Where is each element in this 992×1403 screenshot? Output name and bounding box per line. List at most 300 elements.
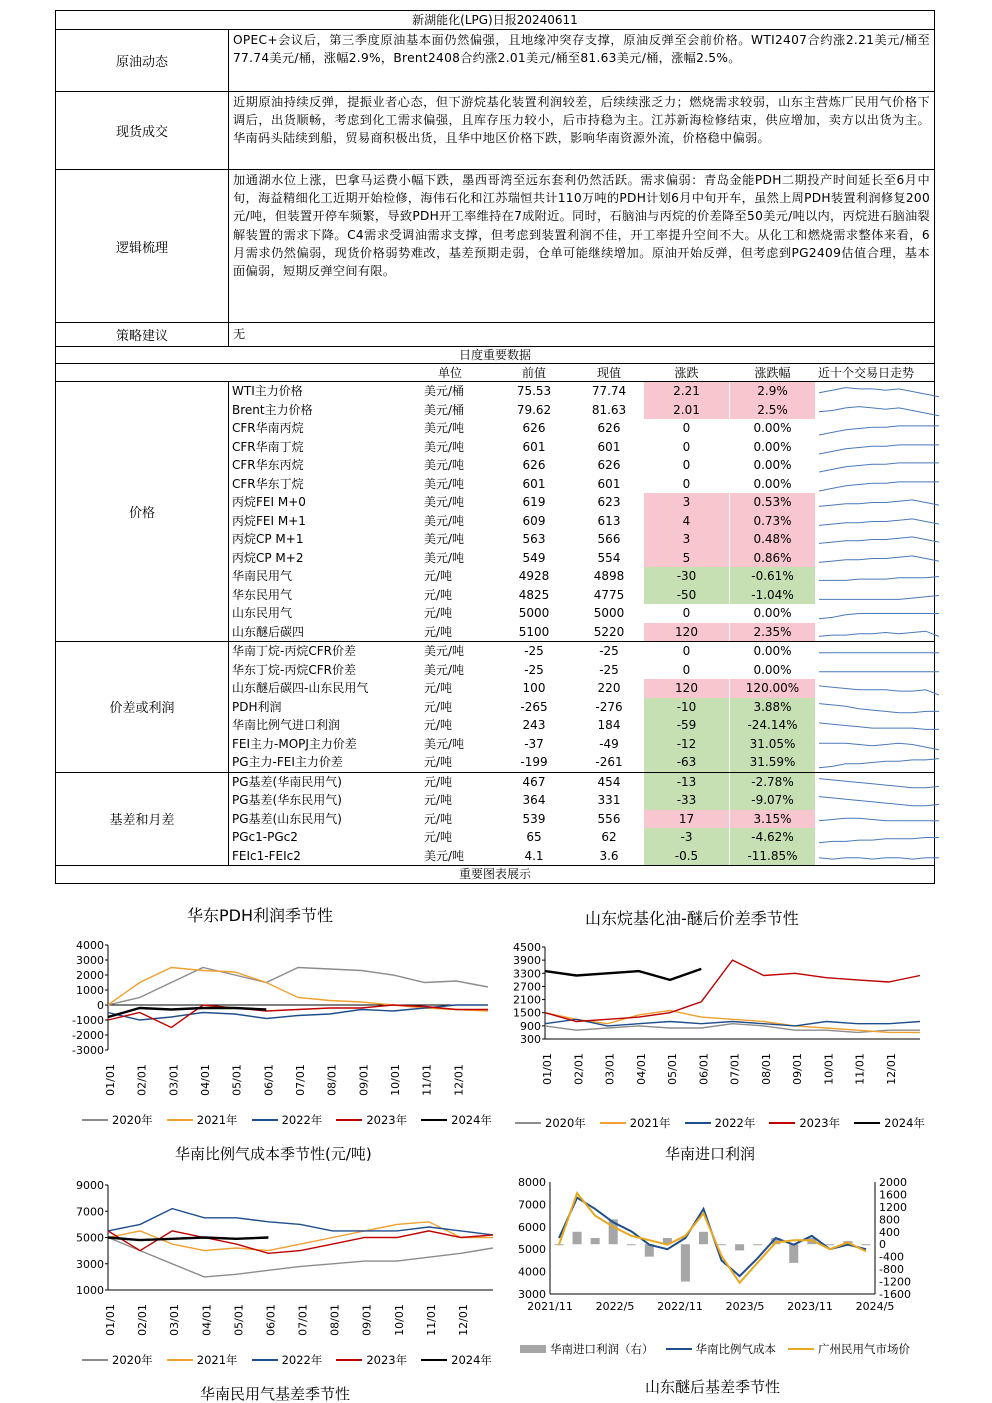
row-unit: 美元/桶 [424, 384, 465, 398]
legend-item [685, 1115, 756, 1131]
row-change: 0 [682, 476, 691, 491]
legend-item [788, 1341, 910, 1357]
row-unit: 美元/吨 [424, 736, 465, 751]
row-trend [815, 493, 934, 512]
x-tick-label: 11/01 [420, 1064, 434, 1096]
row-change: -12 [644, 735, 729, 754]
row-name: 华南比例气进口利润 [232, 718, 341, 732]
row-prev: 100 [522, 681, 546, 695]
x-tick-label: 06/01 [262, 1064, 276, 1096]
legend-label: 华南比例气成本 [695, 1342, 776, 1356]
row-name: 丙烷FEI M+0 [232, 495, 306, 509]
x-tick-label: 05/01 [230, 1064, 244, 1096]
row-cur: -25 [599, 662, 619, 677]
row-name: WTI主力价格 [232, 384, 303, 398]
legend-swatch [788, 1348, 814, 1350]
x-tick-label: 06/01 [264, 1304, 278, 1336]
row-prev: 243 [522, 718, 546, 732]
row-unit: 元/吨 [424, 811, 453, 826]
row-cur: 331 [597, 793, 621, 807]
row-prev: 626 [522, 421, 546, 435]
row-trend [815, 661, 934, 680]
legend-item [252, 1352, 323, 1368]
alky-spread-chart [500, 935, 930, 1105]
row-trend [815, 419, 934, 438]
profit-bar [789, 1244, 798, 1263]
row-trend [815, 623, 934, 642]
section-row [56, 30, 934, 92]
row-cur: 4898 [593, 569, 625, 583]
y2-tick-label: 2000 [879, 1176, 907, 1189]
x-tick-label: 12/01 [456, 1304, 470, 1336]
row-unit: 美元/吨 [424, 550, 465, 565]
table-row [229, 716, 934, 735]
header-prev: 前值 [521, 366, 546, 380]
y-tick-label: 5000 [76, 1231, 104, 1245]
legend-item [515, 1115, 586, 1131]
x-tick-label: 08/01 [325, 1064, 339, 1096]
y2-tick-label: 1600 [879, 1188, 907, 1202]
row-change-pct: 31.05% [730, 735, 815, 754]
row-prev: -25 [524, 644, 544, 658]
trend-line [819, 537, 939, 544]
profit-bar [825, 1244, 834, 1245]
row-change: 2.01 [644, 401, 729, 420]
table-row [229, 567, 934, 586]
row-change-pct: -24.14% [730, 716, 815, 735]
series-line [108, 968, 488, 1006]
series-line [545, 960, 920, 1021]
table-row [229, 475, 934, 494]
legend-swatch [854, 1122, 880, 1124]
x-tick-label: 09/01 [791, 1053, 804, 1085]
row-change: 0 [682, 662, 691, 677]
table-row [229, 679, 934, 698]
legend-swatch [685, 1122, 711, 1124]
row-change: 0 [682, 421, 691, 435]
profit-bar [735, 1244, 744, 1250]
profit-bar [717, 1244, 726, 1245]
row-unit: 元/吨 [424, 774, 453, 789]
legend-swatch [515, 1122, 541, 1124]
row-prev: 4825 [518, 587, 550, 602]
row-unit: 元/吨 [424, 624, 453, 639]
legend-label: 2024年 [884, 1116, 925, 1130]
row-unit: 元/吨 [424, 755, 453, 769]
row-trend [815, 475, 934, 494]
table-row [229, 512, 934, 531]
legend-swatch [252, 1359, 278, 1361]
section-label: 原油动态 [56, 30, 229, 91]
legend-label: 2024年 [451, 1353, 492, 1367]
row-prev: 549 [522, 550, 546, 565]
trend-line [819, 426, 939, 435]
y-tick-label: -3000 [72, 1044, 104, 1057]
trend-line [819, 500, 939, 507]
legend-label: 2024年 [451, 1113, 492, 1127]
legend-label: 2023年 [366, 1353, 408, 1367]
legend-ratio-cost [82, 1352, 492, 1368]
row-unit: 美元/吨 [424, 439, 465, 454]
y2-tick-label: 800 [879, 1213, 900, 1227]
legend-label: 2023年 [799, 1116, 841, 1130]
row-trend [815, 456, 934, 475]
row-name: 华东民用气 [232, 587, 293, 602]
row-trend [815, 753, 934, 772]
row-change: -63 [644, 753, 729, 772]
row-name: PDH利润 [232, 699, 282, 714]
header-trend: 近十个交易日走势 [818, 366, 915, 380]
trend-line [819, 818, 939, 821]
trend-line [819, 797, 939, 806]
y2-tick-label: -1600 [879, 1288, 911, 1301]
legend-item [520, 1341, 654, 1357]
legend-import [520, 1341, 910, 1357]
chart-title-alky: 山东烷基化油-醚后价差季节性 [585, 909, 799, 928]
row-unit: 美元/吨 [424, 513, 465, 528]
row-change-pct: 0.00% [753, 439, 792, 454]
y-tick-label: 3300 [513, 967, 541, 981]
y-tick-label: 7000 [518, 1198, 546, 1212]
row-cur: 5220 [593, 624, 625, 639]
trend-line [819, 444, 939, 453]
row-change-pct: -0.61% [730, 567, 815, 586]
legend-label: 2022年 [281, 1353, 323, 1367]
table-header [56, 364, 934, 382]
row-prev: 467 [522, 774, 546, 789]
daily-data-title: 日度重要数据 [56, 347, 934, 364]
row-name: PG基差(山东民用气) [232, 811, 342, 826]
trend-line [819, 759, 939, 768]
row-name: 华南民用气 [232, 569, 293, 583]
row-change-pct: 2.9% [730, 382, 815, 401]
row-trend [815, 530, 934, 549]
row-name: 丙烷CP M+2 [232, 550, 304, 565]
legend-item [421, 1352, 492, 1368]
row-trend [815, 586, 934, 605]
y2-tick-label: -1200 [879, 1275, 911, 1289]
row-change-pct: -11.85% [730, 847, 815, 866]
row-unit: 美元/吨 [424, 532, 465, 546]
table-row [229, 456, 934, 475]
x-tick-label: 04/01 [634, 1053, 648, 1085]
table-row [229, 586, 934, 605]
row-cur: -25 [599, 644, 619, 658]
table-row [229, 828, 934, 847]
trend-line [819, 631, 939, 636]
row-trend [815, 773, 934, 792]
x-tick-label: 2021/11 [527, 1300, 573, 1313]
row-prev: -265 [520, 699, 548, 714]
table-row [229, 530, 934, 549]
row-change-pct: 0.00% [753, 421, 792, 435]
import-profit-chart [500, 1170, 930, 1325]
y-tick-label: 3900 [513, 954, 541, 968]
row-change: -59 [644, 716, 729, 735]
row-change-pct: -9.07% [730, 791, 815, 810]
trend-line [819, 577, 939, 581]
table-row [229, 791, 934, 810]
row-name: CFR华东丁烷 [232, 476, 304, 491]
table-row [229, 698, 934, 717]
legend-swatch [82, 1359, 108, 1361]
section-label: 逻辑梳理 [56, 170, 229, 322]
y2-tick-label: 400 [879, 1225, 900, 1239]
row-change: -0.5 [644, 847, 729, 866]
row-cur: 601 [597, 439, 621, 454]
x-tick-label: 01/01 [104, 1064, 117, 1096]
section-row [56, 92, 934, 170]
section-text: OPEC+会议后，第三季度原油基本面仍然偏强，且地缘冲突存支撑，原油反弹至会前价格。WTI2407合约涨2.21美元/桶至77.74美元/桶，涨幅2.9%，Brent2408合约涨2.01美元/桶至81.63美元/桶，涨幅2.5%。 [233, 33, 930, 66]
x-tick-label: 01/01 [541, 1053, 554, 1085]
row-prev: 601 [522, 439, 546, 454]
row-change: 120 [644, 623, 729, 642]
legend-label: 广州民用气市场价 [818, 1342, 910, 1356]
row-change-pct: 3.15% [730, 810, 815, 829]
row-unit: 美元/吨 [424, 644, 465, 658]
x-tick-label: 01/01 [104, 1304, 117, 1336]
y-tick-label: 4500 [513, 941, 541, 954]
legend-swatch [252, 1119, 278, 1121]
y-tick-label: 6000 [518, 1220, 546, 1234]
legend-swatch [421, 1359, 447, 1361]
x-tick-label: 12/01 [884, 1053, 898, 1085]
row-cur: 454 [597, 774, 621, 789]
row-change-pct: 0.73% [730, 512, 815, 531]
legend-swatch [600, 1122, 626, 1124]
data-group [56, 382, 934, 642]
commentary-sections [56, 30, 934, 347]
table-row [229, 401, 934, 420]
row-change: -10 [644, 698, 729, 717]
data-groups [56, 382, 934, 866]
series-line [108, 1209, 493, 1235]
x-tick-label: 03/01 [603, 1053, 617, 1085]
legend-item [854, 1115, 925, 1131]
y-tick-label: 9000 [76, 1179, 104, 1192]
table-row [229, 642, 934, 661]
row-unit: 元/吨 [424, 569, 453, 583]
row-name: CFR华南丁烷 [232, 439, 304, 454]
trend-line [819, 406, 939, 415]
chart-title-pdh: 华东PDH利润季节性 [187, 906, 334, 925]
legend-item [82, 1112, 153, 1128]
trend-line [819, 555, 939, 562]
x-tick-label: 2023/5 [725, 1300, 765, 1313]
group-label: 价格 [56, 382, 229, 641]
row-change: 0 [682, 439, 691, 454]
row-change: 0 [682, 644, 691, 658]
x-tick-label: 06/01 [697, 1053, 711, 1085]
x-tick-label: 2022/5 [595, 1300, 635, 1313]
row-trend [815, 847, 934, 866]
row-trend [815, 549, 934, 568]
row-change-pct: -2.78% [730, 773, 815, 792]
data-group [56, 642, 934, 773]
row-cur: 554 [597, 550, 621, 565]
row-trend [815, 642, 934, 661]
table-row [229, 661, 934, 680]
row-trend [815, 716, 934, 735]
row-cur: 5000 [593, 606, 625, 620]
table-row [229, 382, 934, 401]
row-trend [815, 512, 934, 531]
y2-tick-label: -800 [879, 1263, 904, 1277]
row-name: PGc1-PGc2 [232, 830, 298, 844]
series-line [545, 969, 701, 980]
row-prev: 4928 [518, 569, 550, 583]
chart-title-sc-basis: 华南民用气基差季节性 [200, 1385, 351, 1403]
legend-swatch [82, 1119, 108, 1121]
x-tick-label: 2023/11 [787, 1300, 833, 1313]
trend-line [819, 481, 939, 490]
row-change: 4 [644, 512, 729, 531]
row-change-pct: -4.62% [730, 828, 815, 847]
row-change-pct: 0.00% [753, 458, 792, 472]
legend-swatch [336, 1359, 362, 1361]
profit-bar [627, 1244, 636, 1245]
section-row [56, 323, 934, 347]
row-prev: 65 [526, 830, 542, 844]
row-unit: 美元/吨 [424, 458, 465, 472]
legend-label: 2020年 [112, 1113, 153, 1127]
x-tick-label: 05/01 [232, 1304, 246, 1336]
row-unit: 元/吨 [424, 793, 453, 807]
y-tick-label: 3000 [76, 1257, 104, 1271]
row-change-pct: 2.35% [730, 623, 815, 642]
trend-line [819, 595, 939, 599]
row-change: -30 [644, 567, 729, 586]
row-unit: 元/吨 [424, 587, 453, 602]
legend-item [769, 1115, 840, 1131]
legend-item [252, 1112, 323, 1128]
pdh-profit-chart [60, 935, 500, 1105]
legend-swatch [769, 1122, 795, 1124]
row-cur: 3.6 [599, 848, 619, 863]
row-cur: 556 [597, 811, 621, 826]
row-prev: 4.1 [524, 848, 544, 863]
row-trend [815, 828, 934, 847]
charts-title: 重要图表展示 [458, 867, 531, 881]
row-change-pct: 3.88% [730, 698, 815, 717]
row-name: PG主力-FEI主力价差 [232, 755, 343, 769]
x-tick-label: 07/01 [728, 1053, 742, 1085]
x-tick-label: 07/01 [294, 1064, 307, 1096]
table-row [229, 773, 934, 792]
x-tick-label: 08/01 [328, 1304, 342, 1336]
legend-label: 华南进口利润（右） [550, 1342, 654, 1356]
row-cur: 184 [597, 718, 621, 732]
header-cur: 现值 [596, 366, 621, 380]
x-tick-label: 02/01 [136, 1304, 150, 1336]
row-prev: 609 [522, 513, 546, 528]
trend-line [819, 778, 939, 787]
row-name: FEIc1-FEIc2 [232, 848, 301, 863]
x-tick-label: 04/01 [199, 1064, 212, 1096]
row-change: 3 [644, 530, 729, 549]
table-row [229, 753, 934, 772]
x-tick-label: 2024/5 [855, 1300, 895, 1313]
row-change: -33 [644, 791, 729, 810]
row-unit: 元/吨 [424, 606, 453, 620]
row-prev: 79.62 [516, 402, 552, 417]
y-tick-label: -2000 [72, 1029, 104, 1042]
legend-label: 2021年 [629, 1116, 671, 1130]
profit-bar [699, 1232, 708, 1244]
row-unit: 元/吨 [424, 681, 453, 695]
section-row [56, 170, 934, 323]
x-tick-label: 10/01 [392, 1304, 406, 1336]
row-cur: 601 [597, 476, 621, 491]
report-title: 新湖能化(LPG)日报20240611 [56, 11, 934, 30]
legend-swatch [336, 1119, 362, 1121]
trend-line [819, 388, 939, 397]
legend-item [336, 1352, 407, 1368]
y-tick-label: 5000 [518, 1243, 546, 1257]
chart-title-import: 华南进口利润 [665, 1145, 756, 1163]
x-tick-label: 02/01 [572, 1053, 586, 1085]
legend-alky [515, 1115, 925, 1131]
table-row [229, 810, 934, 829]
series-line [108, 968, 488, 1012]
row-unit: 美元/吨 [424, 662, 465, 677]
row-prev: 364 [522, 793, 546, 807]
row-cur: 4775 [593, 587, 625, 602]
profit-bar [573, 1232, 582, 1244]
row-change-pct: 0.00% [753, 644, 792, 658]
row-trend [815, 567, 934, 586]
y2-tick-label: 1200 [879, 1200, 907, 1214]
row-prev: 619 [522, 495, 546, 509]
legend-label: 2023年 [366, 1113, 408, 1127]
x-tick-label: 07/01 [296, 1304, 310, 1336]
row-cur: 220 [597, 681, 621, 695]
section-label: 现货成交 [56, 92, 229, 169]
row-cur: 626 [597, 421, 621, 435]
row-change: -13 [644, 773, 729, 792]
chart-title-ratio-cost: 华南比例气成本季节性(元/吨) [175, 1145, 372, 1163]
header-pct: 涨跌幅 [754, 366, 791, 380]
row-name: 丙烷FEI M+1 [232, 513, 306, 528]
row-trend [815, 382, 934, 401]
row-name: CFR华南丙烷 [232, 421, 304, 435]
row-cur: 626 [597, 458, 621, 472]
x-tick-label: 09/01 [357, 1064, 371, 1096]
row-unit: 美元/吨 [424, 848, 465, 863]
section-text: 无 [233, 326, 246, 341]
profit-bar [591, 1238, 600, 1244]
table-row [229, 549, 934, 568]
row-unit: 美元/吨 [424, 476, 465, 491]
legend-swatch [167, 1119, 193, 1121]
trend-line [819, 857, 939, 858]
trend-line [819, 686, 939, 695]
legend-pdh [82, 1112, 492, 1128]
y-tick-label: 2000 [76, 969, 104, 982]
x-tick-label: 11/01 [853, 1053, 867, 1085]
trend-line [819, 703, 939, 712]
y-tick-label: 4000 [518, 1265, 546, 1279]
table-row [229, 623, 934, 642]
y-tick-label: 3000 [518, 1288, 546, 1301]
x-tick-label: 03/01 [167, 1064, 181, 1096]
y-tick-label: 7000 [76, 1205, 104, 1219]
row-trend [815, 810, 934, 829]
row-name: 山东醚后碳四 [232, 624, 305, 639]
row-change: 17 [644, 810, 729, 829]
profit-bar [753, 1244, 762, 1245]
x-tick-label: 09/01 [360, 1304, 374, 1336]
